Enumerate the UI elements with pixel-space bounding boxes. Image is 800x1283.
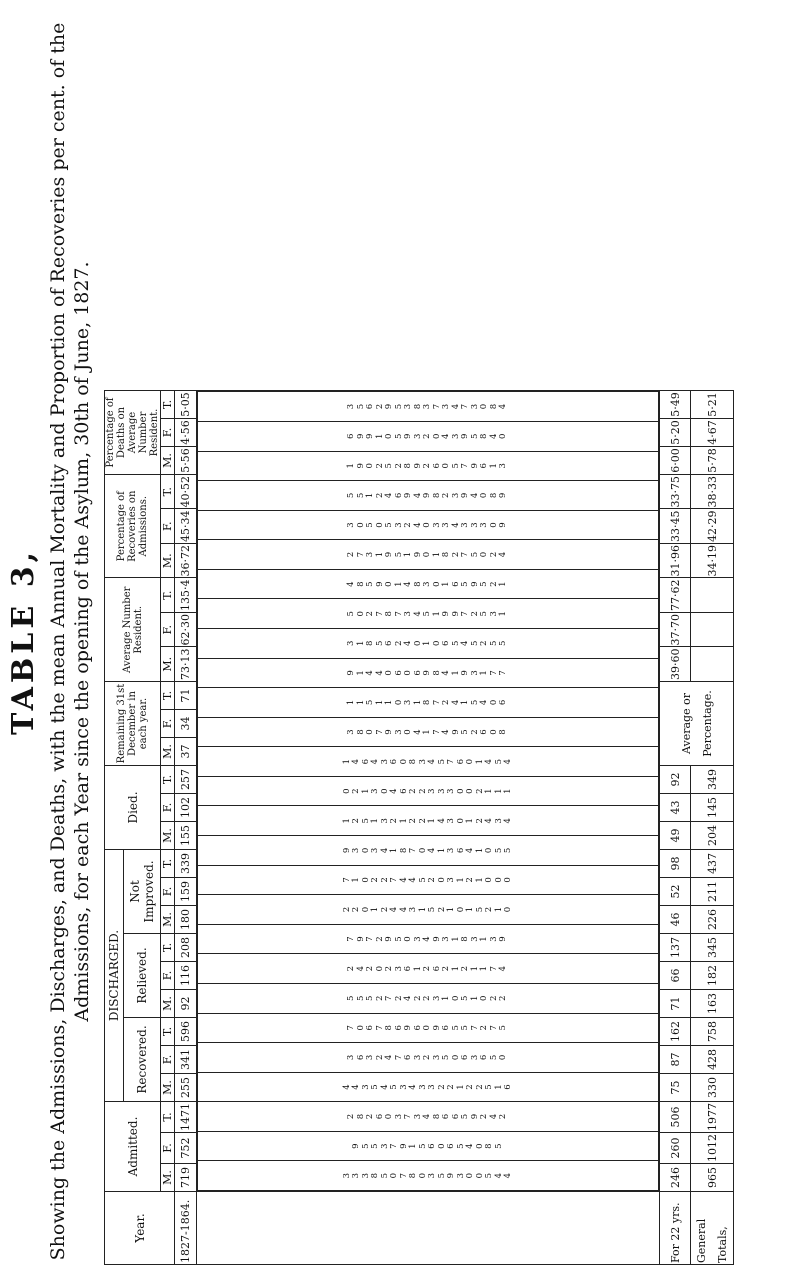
cell: 1471 bbox=[175, 1102, 197, 1133]
subheader-m: M. bbox=[161, 447, 175, 475]
header-discharged: DISCHARGED. bbox=[105, 850, 124, 1102]
cell: 62·30 bbox=[175, 613, 197, 648]
cell: 155 bbox=[175, 822, 197, 850]
yearly-grid bbox=[197, 391, 659, 1191]
cell: 4·56 bbox=[175, 419, 197, 447]
yearly-column: 3 0 5 0 5 3 2 4 0 3 3 4 3 3 3 0 9 bbox=[198, 510, 659, 540]
header-relieved: Relieved. bbox=[124, 934, 161, 1018]
cell: 255 bbox=[175, 1074, 197, 1102]
cell: 1012 bbox=[691, 1133, 734, 1164]
cell: 4·67 bbox=[691, 419, 734, 447]
cell: 226 bbox=[691, 906, 734, 934]
cell: 71 bbox=[175, 682, 197, 710]
yearly-column: 3 8 0 7 9 3 0 4 1 7 4 9 5 2 6 0 8 bbox=[198, 717, 659, 747]
header-admitted: Admitted. bbox=[105, 1102, 161, 1192]
cell: 116 bbox=[175, 962, 197, 990]
title-line-2: Admissions, for each Year since the opening of the Asylum, 30th of June, 1827. bbox=[71, 261, 93, 1022]
header-died: Died. bbox=[105, 766, 161, 850]
cell: 75 bbox=[660, 1074, 691, 1102]
header-not-improved: Not Improved. bbox=[124, 850, 161, 934]
subheader-t: T. bbox=[161, 1018, 175, 1046]
cell bbox=[691, 613, 734, 648]
cell: 758 bbox=[691, 1018, 734, 1046]
cell: 159 bbox=[175, 878, 197, 906]
cell: 46 bbox=[660, 906, 691, 934]
subheader-f: F. bbox=[161, 794, 175, 822]
cell: 49 bbox=[660, 822, 691, 850]
yearly-column: 5 5 5 2 7 2 4 2 2 3 1 0 5 1 0 2 2 bbox=[198, 983, 659, 1013]
yearly-column: 7 0 6 7 8 6 9 6 0 9 6 5 5 7 2 7 5 bbox=[198, 1013, 659, 1043]
header-year: Year. bbox=[105, 1192, 175, 1265]
cell: 211 bbox=[691, 878, 734, 906]
yearly-column: 3 5 6 2 9 5 3 8 3 7 3 4 7 3 0 8 4 bbox=[198, 392, 659, 422]
cell: 45·34 bbox=[175, 509, 197, 544]
cell: 246 bbox=[660, 1164, 691, 1192]
cell: 437 bbox=[691, 850, 734, 878]
subheader-f: F. bbox=[161, 1046, 175, 1074]
cell: 40·52 bbox=[175, 475, 197, 510]
cell: 428 bbox=[691, 1046, 734, 1074]
yearly-column: 6 9 9 1 0 5 9 3 2 0 4 3 9 5 8 4 0 bbox=[198, 421, 659, 451]
cell: 5·05 bbox=[175, 391, 197, 419]
subheader-f: F. bbox=[161, 1133, 175, 1164]
cell: 38·33 bbox=[691, 475, 734, 510]
yearly-column: 9 1 4 4 0 6 0 6 9 8 4 1 9 3 1 7 7 bbox=[198, 658, 659, 688]
yearly-column: 2 4 2 0 2 3 6 1 2 6 2 1 2 1 1 7 4 bbox=[198, 954, 659, 984]
cell: 5·20 bbox=[660, 419, 691, 447]
yearly-column: 7 9 7 2 9 5 0 3 4 9 3 1 8 3 1 3 9 bbox=[198, 924, 659, 954]
cell: 73·13 bbox=[175, 647, 197, 682]
cell: 92 bbox=[175, 990, 197, 1018]
subheader-t: T. bbox=[161, 934, 175, 962]
year-list bbox=[197, 1192, 660, 1265]
sub-header-row bbox=[161, 391, 175, 1265]
header-recovered: Recovered. bbox=[124, 1018, 161, 1102]
cell: 34 bbox=[175, 710, 197, 738]
cell: 5·78 bbox=[691, 447, 734, 475]
cell: 87 bbox=[660, 1046, 691, 1074]
yearly-column: 5 0 2 7 8 7 3 4 5 1 9 9 7 2 5 3 1 bbox=[198, 599, 659, 629]
yearly-values bbox=[197, 391, 660, 1192]
subheader-m: M. bbox=[161, 822, 175, 850]
yearly-column: 2 7 3 1 9 5 1 9 0 1 8 2 7 5 0 2 4 bbox=[198, 540, 659, 570]
cell: 33·75 bbox=[660, 475, 691, 510]
cell: 5·21 bbox=[691, 391, 734, 419]
yearly-column: 1 4 6 4 3 6 0 8 3 4 5 7 6 0 1 4 5 4 bbox=[198, 747, 659, 777]
header-remaining: Remaining 31st December in each year. bbox=[105, 682, 161, 766]
yearly-column: 1 1 5 1 1 0 3 1 8 7 2 4 1 5 4 0 6 bbox=[198, 688, 659, 718]
cell: 102 bbox=[175, 794, 197, 822]
table-row-yearly-data bbox=[197, 391, 660, 1265]
row-label-years: 1827-1864. bbox=[175, 1192, 197, 1265]
subheader-m: M. bbox=[161, 738, 175, 766]
cell: 71 bbox=[660, 990, 691, 1018]
subheader-t: T. bbox=[161, 475, 175, 510]
subheader-f: F. bbox=[161, 419, 175, 447]
average-or-percentage-label: Average or Percentage. bbox=[660, 682, 734, 766]
yearly-column: 5 5 1 2 4 6 9 4 9 8 2 3 9 4 0 8 9 bbox=[198, 481, 659, 511]
cell: 752 bbox=[175, 1133, 197, 1164]
cell: 349 bbox=[691, 766, 734, 794]
cell: 43 bbox=[660, 794, 691, 822]
yearly-column: 2 2 0 1 2 4 4 3 1 5 2 1 0 1 5 2 1 0 bbox=[198, 895, 659, 925]
table-row-totals-line bbox=[175, 391, 197, 1265]
cell: 6·00 bbox=[660, 447, 691, 475]
cell: 182 bbox=[691, 962, 734, 990]
cell: 34·19 bbox=[691, 544, 734, 579]
header-average: Average Number Resident. bbox=[105, 578, 161, 682]
cell: 330 bbox=[691, 1074, 734, 1102]
yearly-column: 1 2 5 1 3 2 1 2 2 1 4 3 0 1 2 4 3 4 bbox=[198, 806, 659, 836]
yearly-column: 4 8 5 9 0 1 4 8 3 0 1 6 5 9 5 2 1 bbox=[198, 569, 659, 599]
subheader-f: F. bbox=[161, 509, 175, 544]
cell: 162 bbox=[660, 1018, 691, 1046]
yearly-column: 9 3 0 3 4 1 8 7 0 4 1 3 6 4 1 0 5 5 bbox=[198, 836, 659, 866]
row-label-totals: General Totals, bbox=[691, 1192, 734, 1265]
yearly-column: 9 5 5 3 7 9 1 5 6 0 6 5 4 0 8 5 bbox=[198, 1131, 659, 1161]
table-number: TABLE 3, bbox=[6, 547, 41, 736]
title-line-1: Showing the Admissions, Discharges, and Deaths, with the mean Annual Mortality and Proportion of Recoveries per cent. of the bbox=[47, 22, 69, 1261]
cell: 137 bbox=[660, 934, 691, 962]
cell bbox=[691, 647, 734, 682]
cell: 1977 bbox=[691, 1102, 734, 1133]
cell: 37 bbox=[175, 738, 197, 766]
cell: 145 bbox=[691, 794, 734, 822]
cell: 506 bbox=[660, 1102, 691, 1133]
yearly-column: 4 4 3 5 4 5 3 4 3 3 2 2 1 2 2 5 1 6 bbox=[198, 1072, 659, 1102]
cell: 5·56 bbox=[175, 447, 197, 475]
statistics-table bbox=[104, 390, 734, 1265]
cell: 208 bbox=[175, 934, 197, 962]
header-pct-deaths: Percentage of Deaths on Average Number Resident. bbox=[105, 391, 161, 475]
cell: 260 bbox=[660, 1133, 691, 1164]
row-label-summary: For 22 yrs. bbox=[660, 1192, 691, 1265]
cell: 204 bbox=[691, 822, 734, 850]
cell: 345 bbox=[691, 934, 734, 962]
cell: 719 bbox=[175, 1164, 197, 1192]
cell bbox=[691, 578, 734, 613]
cell: 39·60 bbox=[660, 647, 691, 682]
subheader-t: T. bbox=[161, 578, 175, 613]
subheader-m: M. bbox=[161, 544, 175, 579]
title-block bbox=[6, 0, 93, 1283]
cell: 257 bbox=[175, 766, 197, 794]
subheader-t: T. bbox=[161, 682, 175, 710]
yearly-column: 0 2 1 3 0 4 6 2 2 3 3 3 0 0 2 1 1 1 bbox=[198, 776, 659, 806]
subheader-m: M. bbox=[161, 1164, 175, 1192]
yearly-column: 3 1 8 5 6 2 4 0 1 0 6 5 4 5 2 5 5 bbox=[198, 629, 659, 659]
yearly-column: 3 6 3 2 4 7 6 3 2 3 5 0 6 3 6 5 0 bbox=[198, 1043, 659, 1073]
cell: 42·29 bbox=[691, 509, 734, 544]
subheader-f: F. bbox=[161, 962, 175, 990]
cell: 33·45 bbox=[660, 509, 691, 544]
yearly-column: 7 1 0 2 2 7 4 4 5 2 0 3 1 2 1 0 0 0 bbox=[198, 865, 659, 895]
cell: 339 bbox=[175, 850, 197, 878]
yearly-column: 2 8 2 6 0 3 7 3 4 8 6 6 5 9 2 4 2 bbox=[198, 1102, 659, 1132]
subheader-t: T. bbox=[161, 1102, 175, 1133]
cell: 98 bbox=[660, 850, 691, 878]
cell: 92 bbox=[660, 766, 691, 794]
cell: 180 bbox=[175, 906, 197, 934]
cell: 36·72 bbox=[175, 544, 197, 579]
subheader-t: T. bbox=[161, 850, 175, 878]
subheader-t: T. bbox=[161, 391, 175, 419]
cell: 52 bbox=[660, 878, 691, 906]
yearly-column: 1 9 0 2 5 2 8 9 2 6 0 5 7 9 6 1 3 bbox=[198, 451, 659, 481]
subheader-m: M. bbox=[161, 647, 175, 682]
subheader-m: M. bbox=[161, 1074, 175, 1102]
subheader-m: M. bbox=[161, 906, 175, 934]
yearly-column: 3 3 3 8 5 0 7 8 0 3 5 9 3 0 0 5 4 4 bbox=[198, 1161, 659, 1191]
subheader-m: M. bbox=[161, 990, 175, 1018]
cell: 135·4 bbox=[175, 578, 197, 613]
header-pct-recoveries: Percentage of Recoveries on Admissions. bbox=[105, 475, 161, 579]
cell: 31·96 bbox=[660, 544, 691, 579]
subheader-f: F. bbox=[161, 710, 175, 738]
subheader-f: F. bbox=[161, 613, 175, 648]
cell: 163 bbox=[691, 990, 734, 1018]
cell: 341 bbox=[175, 1046, 197, 1074]
cell: 37·70 bbox=[660, 613, 691, 648]
table-row-general-totals bbox=[691, 391, 734, 1265]
subheader-t: T. bbox=[161, 766, 175, 794]
cell: 965 bbox=[691, 1164, 734, 1192]
cell: 596 bbox=[175, 1018, 197, 1046]
subheader-f: F. bbox=[161, 878, 175, 906]
cell: 77·62 bbox=[660, 578, 691, 613]
cell: 66 bbox=[660, 962, 691, 990]
cell: 5·49 bbox=[660, 391, 691, 419]
table-row-summary bbox=[660, 391, 691, 1265]
